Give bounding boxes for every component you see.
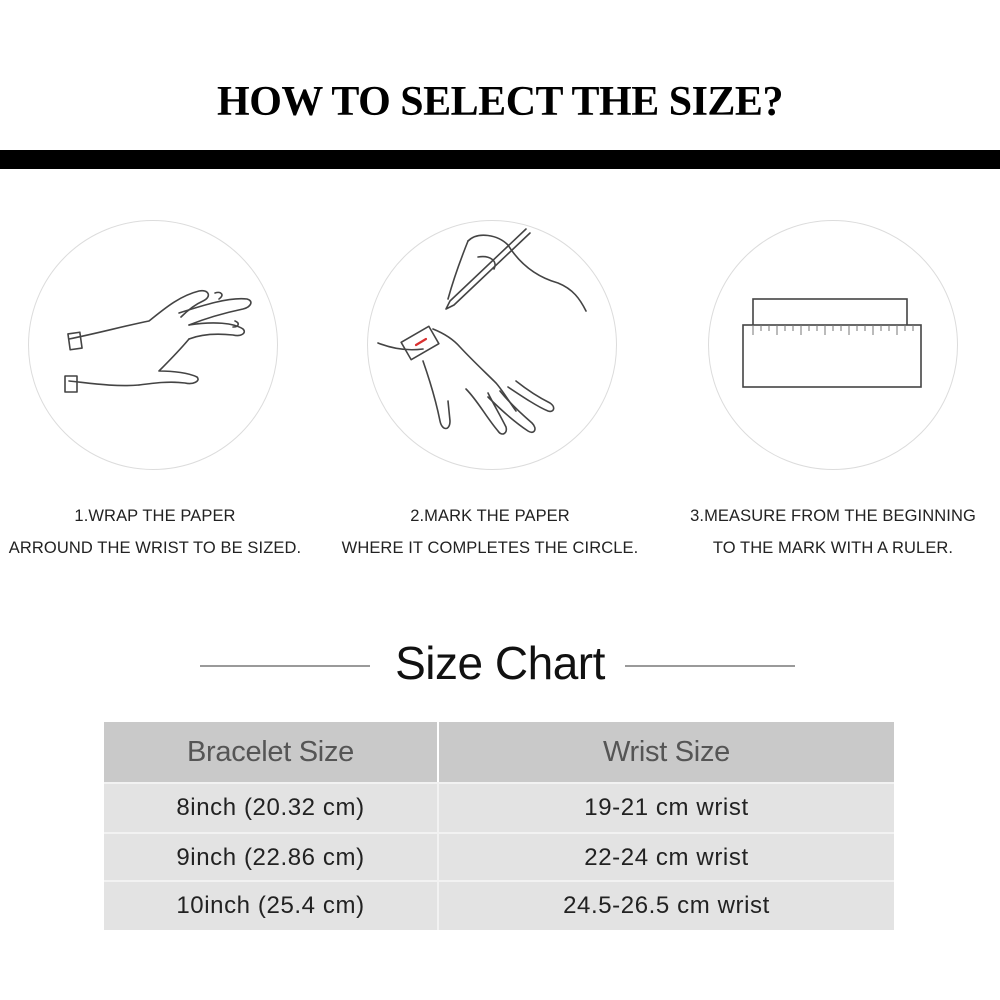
column-header-bracelet-size: Bracelet Size: [104, 722, 439, 782]
page-title: HOW TO SELECT THE SIZE?: [217, 79, 783, 125]
step-3-line-1: 3.MEASURE FROM THE BEGINNING: [690, 507, 976, 525]
table-row: [104, 880, 894, 930]
hand-wrap-icon: [29, 221, 279, 471]
bracelet-size-cell: 10inch (25.4 cm): [104, 882, 439, 930]
step-1-text: [0, 500, 320, 564]
chart-title-rule-right: [625, 665, 795, 667]
step-2-line-1: 2.MARK THE PAPER: [410, 507, 570, 525]
step-3-text: [668, 500, 998, 564]
step-2-text: [325, 500, 655, 564]
step-1-line-2: ARROUND THE WRIST TO BE SIZED.: [8, 539, 302, 557]
table-header-row: [104, 722, 894, 782]
hand-mark-icon: [368, 221, 618, 471]
size-chart-table: [104, 722, 894, 928]
title-divider-bar: [0, 150, 1000, 169]
step-1-illustration: [28, 220, 278, 470]
table-row: [104, 782, 894, 832]
bracelet-size-cell: 8inch (20.32 cm): [104, 784, 439, 832]
step-3-line-2: TO THE MARK WITH A RULER.: [712, 539, 954, 557]
table-row: [104, 832, 894, 882]
step-2-line-2: WHERE IT COMPLETES THE CIRCLE.: [341, 539, 639, 557]
wrist-size-cell: 19-21 cm wrist: [584, 794, 749, 821]
column-header-wrist-size: Wrist Size: [603, 735, 730, 768]
wrist-size-cell: 24.5-26.5 cm wrist: [563, 892, 770, 919]
step-3-illustration: [708, 220, 958, 470]
wrist-size-cell: 22-24 cm wrist: [584, 844, 749, 871]
bracelet-size-cell: 9inch (22.86 cm): [104, 834, 439, 882]
step-2-illustration: [367, 220, 617, 470]
size-chart-title: Size Chart: [395, 637, 605, 689]
step-1-line-1: 1.WRAP THE PAPER: [74, 507, 236, 525]
ruler-icon: [709, 221, 959, 471]
